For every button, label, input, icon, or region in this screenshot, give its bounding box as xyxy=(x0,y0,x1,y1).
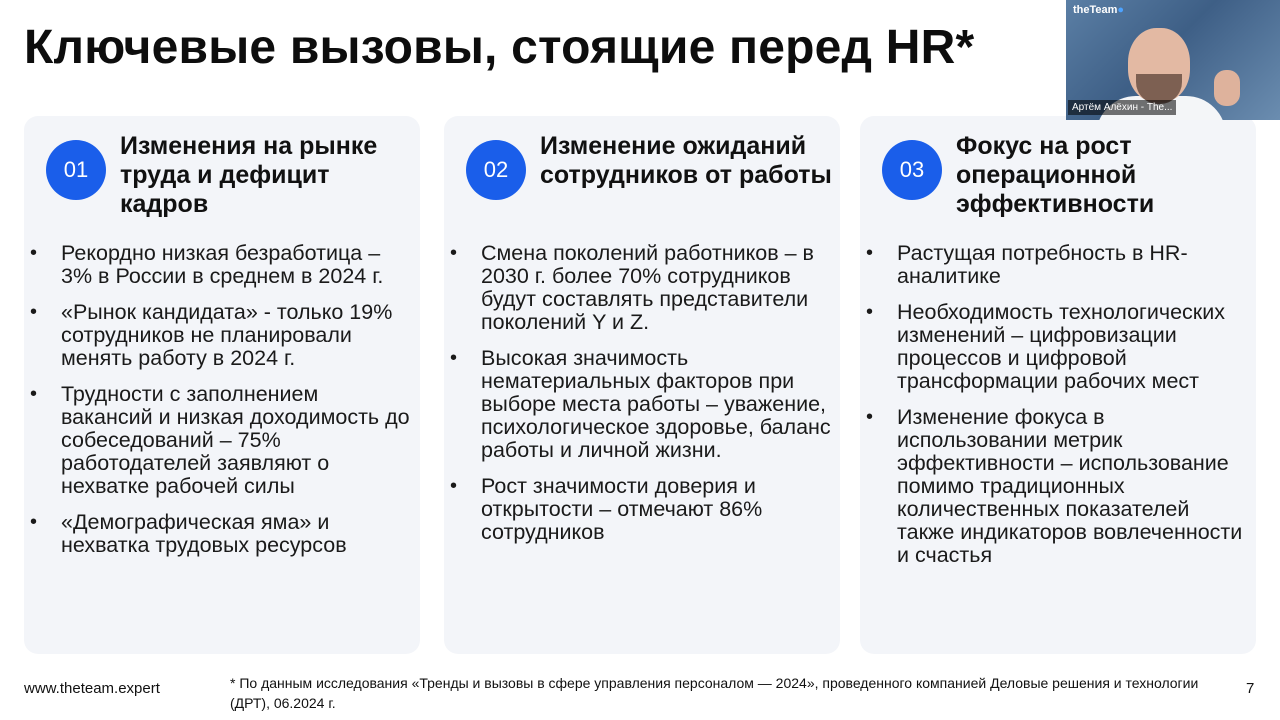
page-number: 7 xyxy=(1246,680,1255,697)
slide-title: Ключевые вызовы, стоящие перед HR* xyxy=(24,21,975,74)
bullet-item: • Растущая потребность в HR-аналитике xyxy=(860,242,1256,288)
card-number-badge: 03 xyxy=(882,140,942,200)
bullet-list xyxy=(444,242,840,557)
card-heading: Изменения на рынке труда и дефицит кадров xyxy=(120,132,378,218)
bullet-item: • «Демографическая яма» и нехватка трудовых ресурсов xyxy=(24,511,420,557)
challenge-card-1 xyxy=(24,116,420,654)
bullet-item: • «Рынок кандидата» - только 19% сотрудников не планировали менять работу в 2024 г. xyxy=(24,301,420,370)
bullet-list xyxy=(24,242,420,570)
challenge-card-3 xyxy=(860,116,1256,654)
participant-name-label: Артём Алёхин - The... xyxy=(1068,100,1176,115)
card-number-badge: 01 xyxy=(46,140,106,200)
bullet-item: • Рекордно низкая безработица – 3% в России в среднем в 2024 г. xyxy=(24,242,420,288)
card-heading: Фокус на рост операционной эффективности xyxy=(956,132,1155,218)
bullet-item: • Рост значимости доверия и открытости – отмечают 86% сотрудников xyxy=(444,475,840,544)
bullet-item: • Смена поколений работников – в 2030 г. более 70% сотрудников будут составлять представители поколений Y и Z. xyxy=(444,242,840,334)
footer-website: www.theteam.expert xyxy=(24,680,160,697)
card-heading: Изменение ожиданий сотрудников от работы xyxy=(540,132,832,189)
challenge-card-2 xyxy=(444,116,840,654)
card-number-badge: 02 xyxy=(466,140,526,200)
bullet-item: • Высокая значимость нематериальных факторов при выборе места работы – уважение, психологическое здоровье, баланс работы и личной жизни. xyxy=(444,347,840,462)
footnote: * По данным исследования «Тренды и вызовы в сфере управления персоналом — 2024», проведенного компанией Деловые решения и технологии (ДРТ), 06.2024 г. xyxy=(230,675,1199,711)
webcam-video-tile[interactable] xyxy=(1066,0,1280,120)
bullet-item: • Трудности с заполнением вакансий и низкая доходимость до собеседований – 75% работодателей заявляют о нехватке рабочей силы xyxy=(24,383,420,498)
bullet-item: • Необходимость технологических изменений – цифровизации процессов и цифровой трансформации рабочих мест xyxy=(860,301,1256,393)
speaker-hand xyxy=(1214,70,1240,106)
bullet-list xyxy=(860,242,1256,580)
bullet-item: • Изменение фокуса в использовании метрик эффективности – использование помимо традиционных количественных показателей также индикаторов вовлеченности и счастья xyxy=(860,406,1256,567)
webcam-brand-logo: theTeam● xyxy=(1073,4,1125,16)
brand-label: theTeam xyxy=(1073,4,1118,16)
